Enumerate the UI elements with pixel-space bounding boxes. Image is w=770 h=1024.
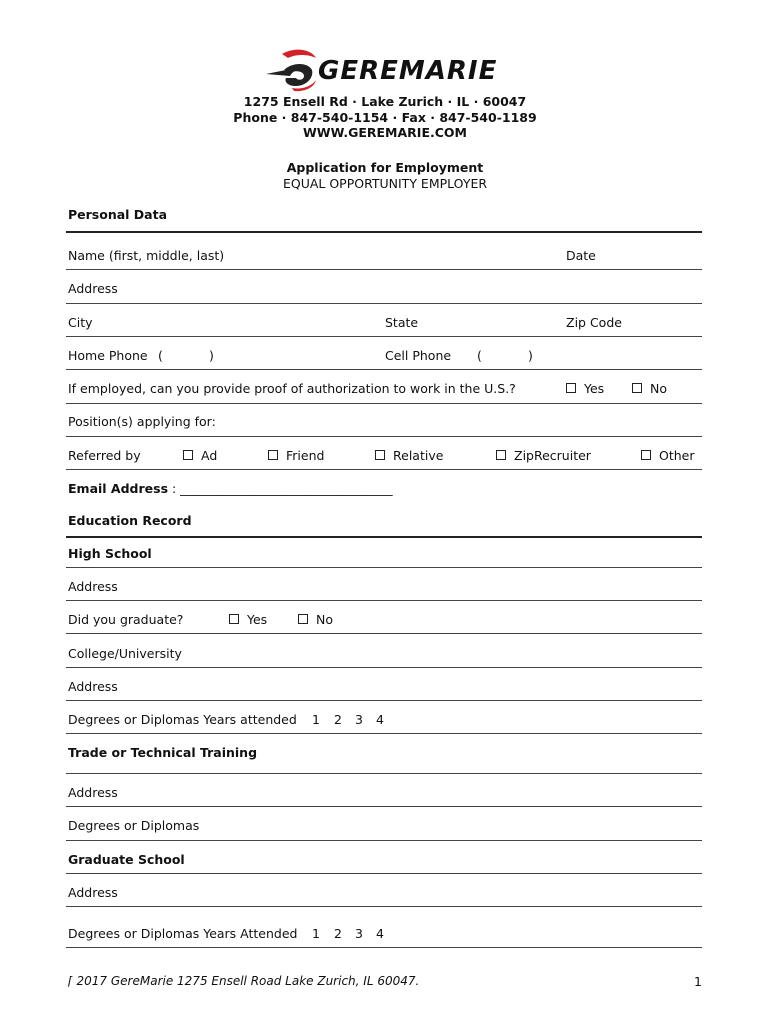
divider: [66, 873, 702, 874]
graduate-question: Did you graduate?: [68, 612, 184, 627]
college-address-label: Address: [68, 679, 118, 694]
divider: [66, 806, 702, 807]
divider: [66, 436, 702, 437]
no-label: No: [650, 381, 667, 396]
date-label: Date: [566, 248, 596, 263]
college-label: College/University: [68, 646, 182, 661]
checkbox-icon[interactable]: [229, 614, 239, 624]
divider: [66, 947, 702, 948]
college-year-3[interactable]: 3: [355, 712, 363, 727]
email-blank[interactable]: : __________________________________: [172, 481, 393, 496]
divider: [66, 303, 702, 304]
referral-option-relative[interactable]: [375, 448, 443, 463]
divider: [66, 840, 702, 841]
divider: [66, 700, 702, 701]
company-address: 1275 Ensell Rd · Lake Zurich · IL · 60047: [243, 94, 527, 109]
divider: [66, 403, 702, 404]
cell-phone-paren-close: ): [528, 348, 533, 363]
divider: [66, 369, 702, 370]
checkbox-icon[interactable]: [632, 383, 642, 393]
company-phone: Phone · 847-540-1154 · Fax · 847-540-1189: [233, 110, 537, 125]
referral-option-label: Relative: [393, 448, 444, 463]
checkbox-icon[interactable]: [298, 614, 308, 624]
referred-by-label: Referred by: [68, 448, 141, 463]
form-title: Application for Employment: [286, 160, 484, 175]
cell-phone-paren-open: (: [477, 348, 482, 363]
no-label: No: [316, 612, 333, 627]
checkbox-icon[interactable]: [641, 450, 651, 460]
grad-school-heading: Graduate School: [68, 852, 185, 867]
home-phone-paren-open: (: [158, 348, 163, 363]
grad-year-3[interactable]: 3: [355, 926, 363, 941]
address-label: Address: [68, 281, 118, 296]
high-school-heading: High School: [68, 546, 152, 561]
referral-option-ziprecruiter[interactable]: [496, 448, 591, 463]
referral-option-other[interactable]: [641, 448, 695, 463]
grad-year-4[interactable]: 4: [376, 926, 384, 941]
checkbox-icon[interactable]: [566, 383, 576, 393]
company-name: GEREMARIE: [318, 56, 498, 86]
divider: [66, 336, 702, 337]
divider: [66, 733, 702, 734]
divider: [66, 536, 702, 538]
referral-option-label: ZipRecruiter: [514, 448, 591, 463]
grad-degrees-label: Degrees or Diplomas Years Attended: [68, 926, 298, 941]
email-label: Email Address: [68, 481, 169, 496]
college-year-2[interactable]: 2: [334, 712, 342, 727]
zip-label: Zip Code: [566, 315, 622, 330]
page-number: 1: [694, 974, 702, 989]
home-phone-label: Home Phone: [68, 348, 148, 363]
yes-label: Yes: [584, 381, 605, 396]
trade-heading: Trade or Technical Training: [68, 745, 258, 760]
form-subtitle: EQUAL OPPORTUNITY EMPLOYER: [282, 176, 488, 191]
state-label: State: [385, 315, 419, 330]
city-label: City: [68, 315, 93, 330]
referral-option-label: Other: [659, 448, 695, 463]
college-degrees-label: Degrees or Diplomas Years attended: [68, 712, 297, 727]
positions-label: Position(s) applying for:: [68, 414, 216, 429]
divider: [66, 906, 702, 907]
checkbox-icon[interactable]: [268, 450, 278, 460]
college-year-1[interactable]: 1: [312, 712, 320, 727]
grad-year-1[interactable]: 1: [312, 926, 320, 941]
graduate-no-option[interactable]: [298, 612, 333, 627]
college-year-4[interactable]: 4: [376, 712, 384, 727]
name-label: Name (first, middle, last): [68, 248, 225, 263]
referral-option-ad[interactable]: [183, 448, 217, 463]
yes-label: Yes: [247, 612, 268, 627]
company-website: WWW.GEREMARIE.COM: [303, 125, 467, 140]
referral-option-friend[interactable]: [268, 448, 324, 463]
email-field[interactable]: [68, 481, 393, 496]
education-heading: Education Record: [68, 513, 192, 528]
copyright-icon: ⌈: [68, 974, 73, 988]
checkbox-icon[interactable]: [183, 450, 193, 460]
checkbox-icon[interactable]: [496, 450, 506, 460]
grad-address-label: Address: [68, 885, 118, 900]
cell-phone-label: Cell Phone: [385, 348, 452, 363]
divider: [66, 667, 702, 668]
divider: [66, 600, 702, 601]
divider: [66, 269, 702, 270]
divider: [66, 773, 702, 774]
personal-data-heading: Personal Data: [68, 207, 168, 222]
authorization-question: If employed, can you provide proof of authorization to work in the U.S.?: [68, 381, 516, 396]
trade-address-label: Address: [68, 785, 118, 800]
authorization-no-option[interactable]: [632, 381, 667, 396]
trade-degrees-label: Degrees or Diplomas: [68, 818, 200, 833]
divider: [66, 633, 702, 634]
graduate-yes-option[interactable]: [229, 612, 267, 627]
divider: [66, 567, 702, 568]
grad-year-2[interactable]: 2: [334, 926, 342, 941]
footer-copyright: [68, 974, 419, 988]
divider: [66, 469, 702, 470]
referral-option-label: Ad: [201, 448, 218, 463]
referral-option-label: Friend: [286, 448, 325, 463]
authorization-yes-option[interactable]: [566, 381, 604, 396]
home-phone-paren-close: ): [209, 348, 214, 363]
footer-copyright-text: 2017 GereMarie 1275 Ensell Road Lake Zurich, IL 60047.: [76, 974, 420, 988]
checkbox-icon[interactable]: [375, 450, 385, 460]
hs-address-label: Address: [68, 579, 118, 594]
divider: [66, 231, 702, 233]
